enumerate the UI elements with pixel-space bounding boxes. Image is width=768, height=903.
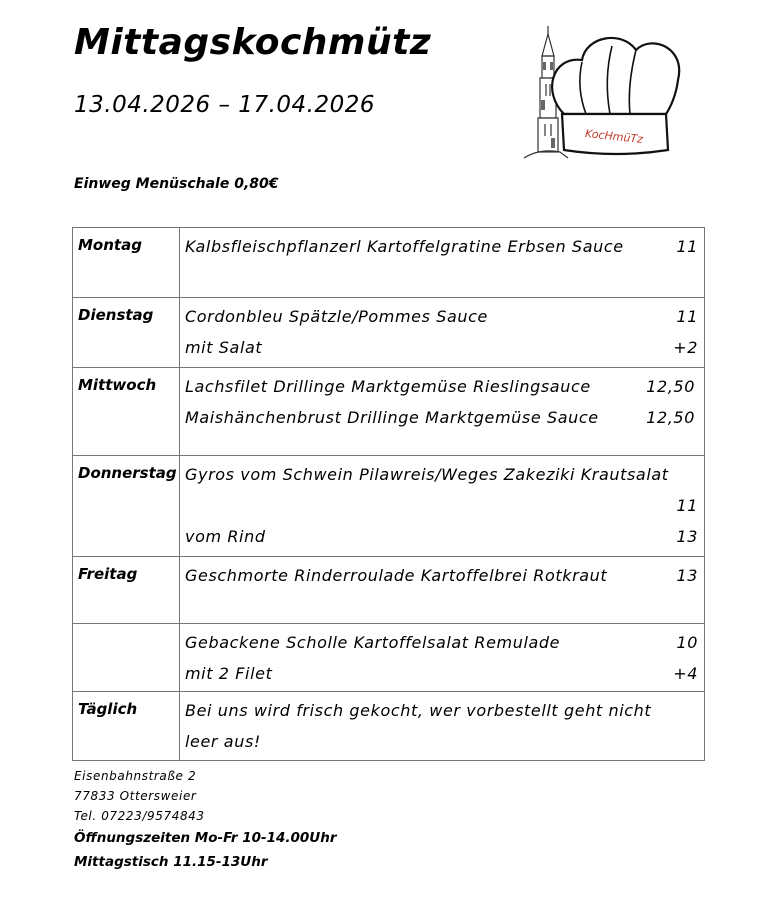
dish-price: 12,50	[646, 408, 695, 427]
address-street: Eisenbahnstraße 2	[74, 769, 197, 783]
dish-text: Cordonbleu Spätzle/Pommes Sauce	[185, 307, 488, 326]
dish-price: +2	[673, 338, 698, 357]
menu-row-freitag	[73, 557, 704, 624]
dish-price: 10	[676, 633, 698, 652]
dish-price: 11	[676, 237, 698, 256]
menu-row-dienstag	[73, 298, 704, 368]
menu-row-taeglich	[73, 692, 704, 761]
phone-number: Tel. 07223/9574843	[74, 809, 205, 823]
dish-text: leer aus!	[185, 732, 261, 751]
dish-price: +4	[673, 664, 698, 683]
dish-text: Lachsfilet Drillinge Marktgemüse Rieslingsauce	[185, 377, 591, 396]
menu-table	[72, 227, 705, 761]
day-label: Donnerstag	[78, 464, 177, 482]
dish-price	[690, 729, 698, 760]
chef-hat-logo-icon	[520, 22, 690, 162]
day-label: Dienstag	[78, 306, 154, 324]
dish-cell	[179, 624, 704, 691]
dish-text: Gebackene Scholle Kartoffelsalat Remulade	[185, 633, 561, 652]
dish-text: Geschmorte Rinderroulade Kartoffelbrei Rotkraut	[185, 566, 608, 585]
menu-row-freitag-extra	[73, 624, 704, 692]
page-title: Mittagskochmütz	[74, 22, 432, 63]
dish-price: 13	[676, 566, 698, 585]
day-label: Täglich	[78, 700, 138, 718]
menu-row-mittwoch	[73, 368, 704, 456]
day-label: Freitag	[78, 565, 138, 583]
menu-row-donnerstag	[73, 456, 704, 557]
dish-cell	[179, 456, 704, 556]
footer	[74, 766, 337, 874]
logo-text: KocHmüTz	[584, 126, 644, 146]
dish-text: mit 2 Filet	[185, 664, 273, 683]
dish-text: Gyros vom Schwein Pilawreis/Weges Zakeziki Krautsalat	[185, 465, 669, 484]
dish-price: 11	[676, 307, 698, 326]
dish-text: Maishänchenbrust Drillinge Marktgemüse Sauce	[185, 408, 599, 427]
dish-price	[690, 462, 698, 493]
day-label	[73, 624, 179, 691]
menu-row-montag	[73, 228, 704, 298]
opening-hours: Öffnungszeiten Mo-Fr 10-14.00Uhr	[74, 830, 337, 846]
dish-text: Kalbsfleischpflanzerl Kartoffelgratine Erbsen Sauce	[185, 237, 624, 256]
day-label: Montag	[78, 236, 142, 254]
dish-text: mit Salat	[185, 338, 263, 357]
dish-cell	[179, 298, 704, 367]
dish-text: Bei uns wird frisch gekocht, wer vorbestellt geht nicht	[185, 701, 652, 720]
dish-cell	[179, 692, 704, 760]
dish-price: 13	[676, 527, 698, 546]
dish-cell	[179, 228, 704, 297]
container-note: Einweg Menüschale 0,80€	[74, 176, 279, 192]
dish-cell	[179, 557, 704, 623]
date-range: 13.04.2026 – 17.04.2026	[74, 92, 375, 118]
lunch-hours: Mittagstisch 11.15-13Uhr	[74, 854, 268, 870]
dish-price: 11	[676, 496, 698, 515]
dish-price	[690, 698, 698, 729]
dish-price: 12,50	[646, 377, 695, 396]
address-city: 77833 Ottersweier	[74, 789, 197, 803]
day-label: Mittwoch	[78, 376, 157, 394]
dish-cell	[179, 368, 704, 455]
dish-text: vom Rind	[185, 527, 266, 546]
